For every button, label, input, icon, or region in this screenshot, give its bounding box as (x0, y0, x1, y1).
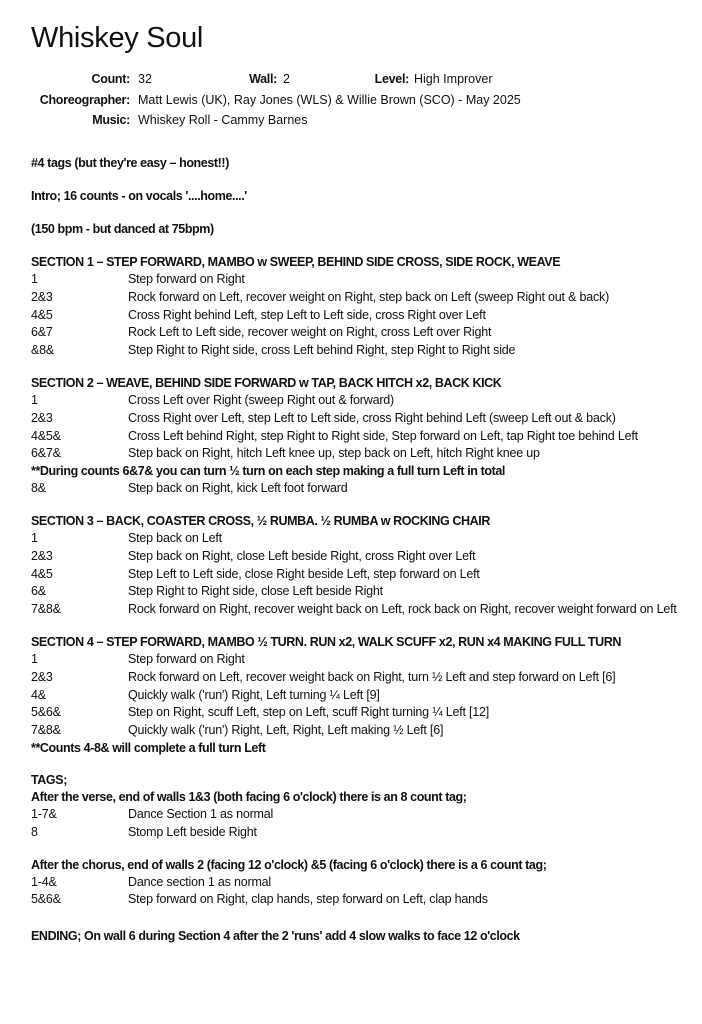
dance-title: Whiskey Soul (31, 22, 204, 54)
music-label: Music: (92, 113, 130, 127)
step-count: 8& (31, 481, 46, 496)
step-row (31, 548, 681, 566)
step-count: 5&6& (31, 705, 61, 720)
step-count: 7&8& (31, 602, 61, 617)
wall-label: Wall: (249, 72, 277, 86)
section-heading: SECTION 4 – STEP FORWARD, MAMBO ½ TURN. RUN x2, WALK SCUFF x2, RUN x4 MAKING FULL TURN (31, 634, 621, 649)
step-desc: Stomp Left beside Right (128, 824, 257, 839)
step-count: 8 (31, 824, 38, 839)
step-desc: Cross Right behind Left, step Left to Left side, cross Right over Left (128, 307, 486, 322)
level-label: Level: (374, 72, 409, 86)
meta-row-music (31, 113, 671, 134)
step-desc: Cross Left behind Right, step Right to Right side, Step forward on Left, tap Right toe behind Left (128, 428, 638, 443)
step-count: 2&3 (31, 289, 53, 304)
choreographer-label: Choreographer: (39, 92, 130, 107)
step-count: 4&5 (31, 566, 53, 581)
step-count: 4&5& (31, 428, 61, 443)
step-count: 1 (31, 272, 38, 286)
step-desc: Cross Left over Right (sweep Right out & forward) (128, 392, 395, 407)
section-4 (31, 634, 681, 757)
step-count: 1 (31, 530, 38, 545)
count-label: Count: (91, 72, 130, 86)
step-row (31, 651, 681, 669)
step-desc: Rock Left to Left side, recover weight on Right, cross Left over Right (128, 325, 492, 340)
step-desc: Rock forward on Left, recover weight back on Right, turn ½ Left and step forward on Left [6] (128, 669, 616, 684)
step-row (31, 583, 681, 601)
level-value: High Improver (414, 72, 493, 86)
step-row (31, 530, 681, 548)
section-1 (31, 254, 681, 360)
step-row (31, 324, 681, 342)
step-desc: Rock forward on Right, recover weight back on Left, rock back on Right, recover weight forward on Left (128, 602, 677, 617)
step-count: 2&3 (31, 669, 53, 684)
step-count: 1-7& (31, 806, 57, 821)
step-desc: Step forward on Right, clap hands, step forward on Left, clap hands (128, 892, 488, 907)
step-count: 5&6& (31, 892, 61, 907)
step-row (31, 271, 681, 289)
step-row (31, 566, 681, 584)
step-count: 6&7 (31, 325, 53, 340)
step-count: 1 (31, 392, 38, 407)
step-count: 1 (31, 651, 38, 666)
step-count: 2&3 (31, 548, 53, 563)
step-row (31, 445, 681, 463)
choreographer-value: Matt Lewis (UK), Ray Jones (WLS) & Willie Brown (SCO) - May 2025 (138, 92, 521, 107)
tags-heading: TAGS; (31, 772, 67, 787)
step-desc: Step on Right, scuff Left, step on Left, scuff Right turning ¼ Left [12] (128, 705, 490, 720)
step-desc: Dance section 1 as normal (128, 874, 271, 889)
step-count: 2&3 (31, 410, 53, 425)
step-count: 4& (31, 687, 46, 702)
step-desc: Step forward on Right (128, 272, 245, 286)
step-row (31, 722, 681, 740)
step-row (31, 687, 681, 705)
step-row (31, 342, 681, 360)
count-value: 32 (138, 72, 152, 86)
step-count: 1-4& (31, 874, 57, 889)
step-count: 4&5 (31, 307, 53, 322)
tag-2-intro: After the chorus, end of walls 2 (facing 12 o'clock) &5 (facing 6 o'clock) there is a 6 count tag; (31, 857, 547, 872)
step-row (31, 392, 681, 410)
section-3 (31, 513, 681, 619)
step-desc: Quickly walk ('run') Right, Left, Right, Left making ½ Left [6] (128, 723, 444, 738)
step-desc: Step Right to Right side, cross Left behind Right, step Right to Right side (128, 343, 516, 358)
section-note: **Counts 4-8& will complete a full turn Left (31, 740, 266, 755)
step-row (31, 704, 681, 722)
section-heading: SECTION 3 – BACK, COASTER CROSS, ½ RUMBA. ½ RUMBA w ROCKING CHAIR (31, 513, 490, 528)
meta-row-choreographer (31, 93, 671, 114)
tags-section (31, 772, 681, 909)
step-desc: Step back on Right, kick Left foot forward (128, 481, 348, 496)
ending-note: ENDING; On wall 6 during Section 4 after the 2 'runs' add 4 slow walks to face 12 o'clock (31, 929, 520, 944)
section-heading: SECTION 1 – STEP FORWARD, MAMBO w SWEEP, BEHIND SIDE CROSS, SIDE ROCK, WEAVE (31, 255, 561, 269)
step-desc: Step Left to Left side, close Right beside Left, step forward on Left (128, 566, 480, 581)
intro-note: Intro; 16 counts - on vocals '....home....' (31, 189, 247, 203)
step-desc: Step back on Right, hitch Left knee up, step back on Left, hitch Right knee up (128, 446, 540, 461)
step-row (31, 307, 681, 325)
step-row (31, 891, 681, 909)
step-desc: Step Right to Right side, close Left beside Right (128, 584, 383, 599)
step-count: 6&7& (31, 446, 61, 461)
step-row (31, 824, 681, 842)
step-row (31, 410, 681, 428)
stepsheet-body (31, 155, 681, 945)
section-2 (31, 375, 681, 498)
step-desc: Rock forward on Left, recover weight on Right, step back on Left (sweep Right out & back) (128, 289, 610, 304)
step-desc: Step back on Right, close Left beside Right, cross Right over Left (128, 548, 476, 563)
step-count: 7&8& (31, 723, 61, 738)
step-count: 6& (31, 584, 46, 599)
music-value: Whiskey Roll - Cammy Barnes (138, 113, 308, 127)
tag-1-intro: After the verse, end of walls 1&3 (both facing 6 o'clock) there is an 8 count tag; (31, 789, 467, 804)
step-row (31, 601, 681, 619)
section-heading: SECTION 2 – WEAVE, BEHIND SIDE FORWARD w TAP, BACK HITCH x2, BACK KICK (31, 375, 502, 390)
step-desc: Step forward on Right (128, 651, 245, 666)
dance-meta (31, 72, 671, 134)
step-row (31, 874, 681, 892)
step-row (31, 669, 681, 687)
bpm-note: (150 bpm - but danced at 75bpm) (31, 222, 214, 236)
step-desc: Dance Section 1 as normal (128, 806, 274, 821)
step-row (31, 480, 681, 498)
step-desc: Cross Right over Left, step Left to Left side, cross Right behind Left (sweep Left out & back) (128, 410, 616, 425)
section-note: **During counts 6&7& you can turn ½ turn on each step making a full turn Left in total (31, 464, 505, 479)
step-count: &8& (31, 343, 55, 358)
wall-value: 2 (283, 72, 290, 86)
step-desc: Quickly walk ('run') Right, Left turning ¼ Left [9] (128, 687, 380, 702)
step-row (31, 289, 681, 307)
tags-note: #4 tags (but they're easy – honest!!) (31, 156, 229, 170)
step-row (31, 806, 681, 824)
step-desc: Step back on Left (128, 530, 222, 545)
step-row (31, 428, 681, 446)
meta-row-count (31, 72, 671, 93)
